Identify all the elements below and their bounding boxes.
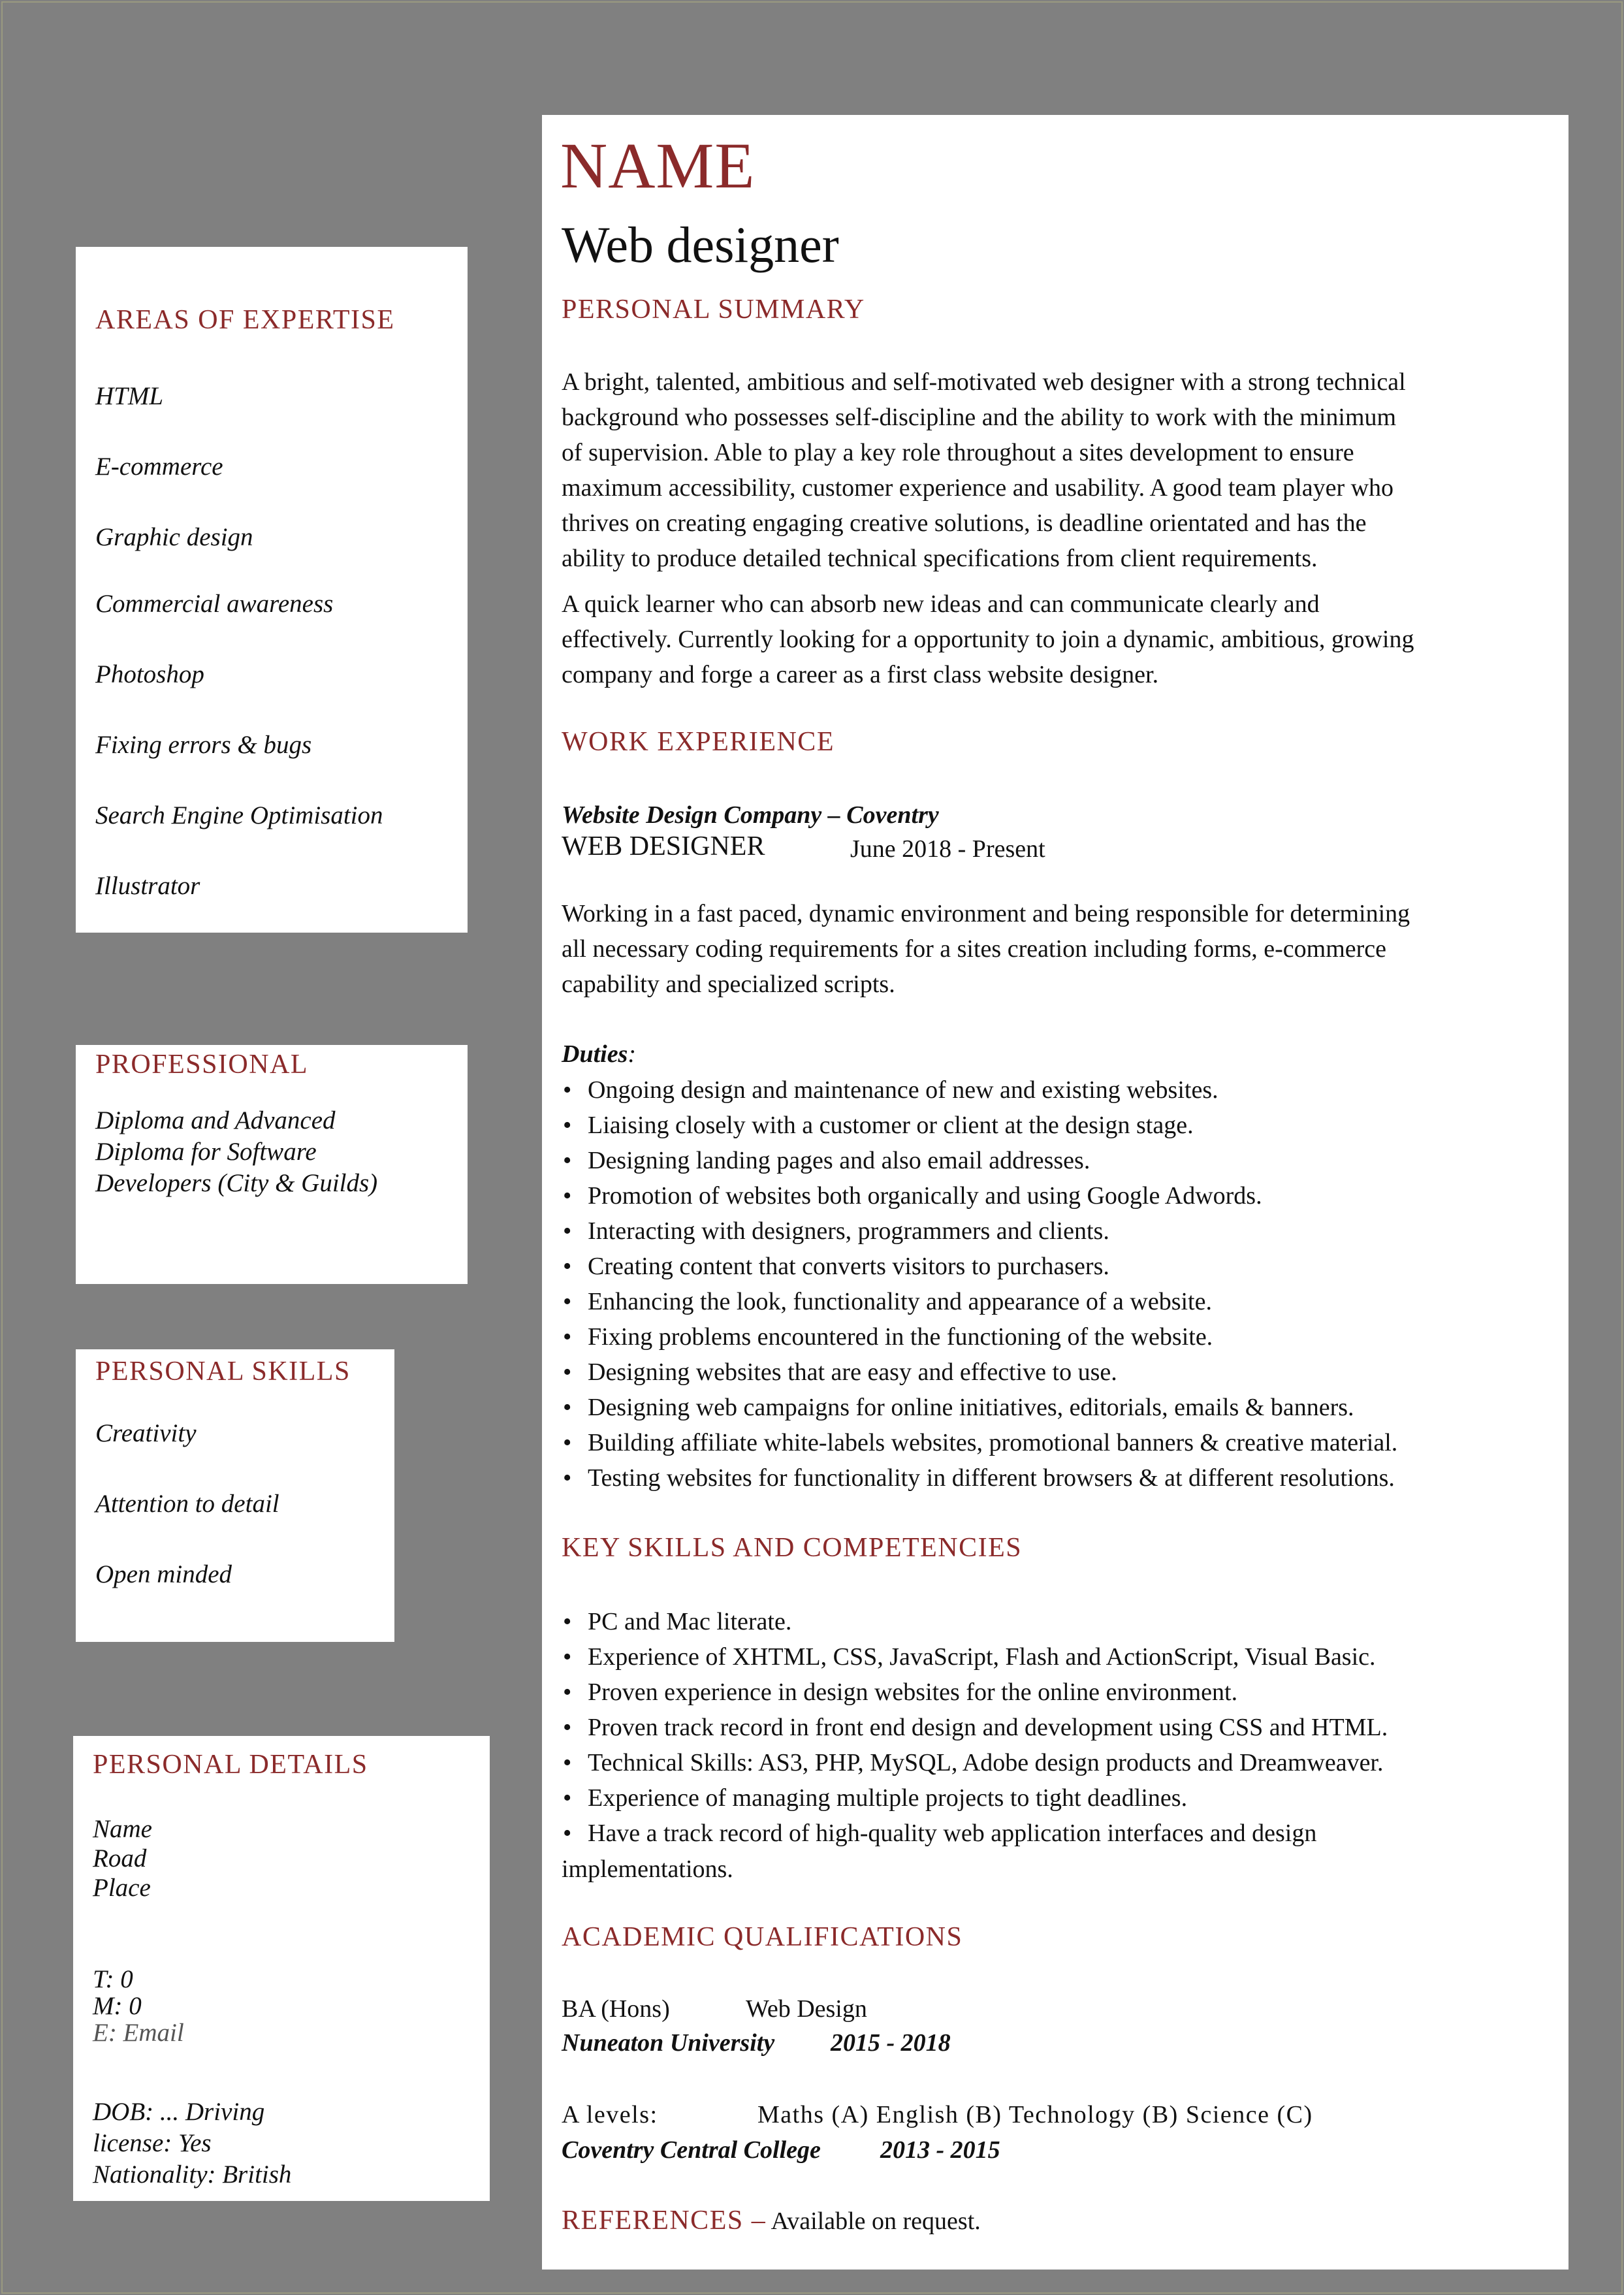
summary-line: thrives on creating engaging creative solutions, is deadline orientated and has the <box>562 509 1367 537</box>
expertise-item: Illustrator <box>95 872 200 900</box>
summary-paragraph-2 <box>562 586 1554 692</box>
expertise-item: Search Engine Optimisation <box>95 801 383 829</box>
candidate-name: NAME <box>560 129 756 202</box>
duties-label-text: Duties <box>562 1040 628 1068</box>
summary-line: A bright, talented, ambitious and self-motivated web designer with a strong technical <box>562 368 1406 396</box>
personal-skill-item: Attention to detail <box>95 1490 279 1518</box>
summary-paragraph-1 <box>562 364 1554 576</box>
mobile-text: M: 0 <box>93 1992 142 2020</box>
personal-details-card <box>73 1736 490 2201</box>
personal-skill-item: Creativity <box>95 1419 197 1447</box>
address-block <box>93 1814 152 1902</box>
summary-line: ability to produce detailed technical specifications from client requirements. <box>562 545 1318 572</box>
work-description <box>562 896 1554 1002</box>
duty-item: • Building affiliate white-labels websites, promotional banners & creative material. <box>562 1425 1561 1460</box>
personal-details-heading: PERSONAL DETAILS <box>93 1750 368 1780</box>
alevels-subjects: Maths (A) English (B) Technology (B) Science (C) <box>757 2101 1313 2128</box>
phone-text: T: 0 <box>93 1965 133 1993</box>
email-text: E: Email <box>93 2019 184 2047</box>
college-dates: 2013 - 2015 <box>880 2136 1000 2164</box>
work-description-line: capability and specialized scripts. <box>562 971 895 998</box>
duty-item: • Testing websites for functionality in different browsers & at different resolutions. <box>562 1460 1561 1496</box>
nationality-text: Nationality: British <box>93 2160 292 2189</box>
key-skill-item: • PC and Mac literate. <box>562 1604 1561 1639</box>
key-skills-continuation: implementations. <box>562 1855 733 1883</box>
summary-heading: PERSONAL SUMMARY <box>562 295 865 325</box>
expertise-item: Fixing errors & bugs <box>95 731 312 759</box>
summary-line: of supervision. Able to play a key role throughout a sites development to ensure <box>562 439 1354 466</box>
professional-line: Diploma for Software <box>95 1138 317 1166</box>
references-text: Available on request. <box>771 2207 981 2235</box>
duty-item: • Promotion of websites both organically and using Google Adwords. <box>562 1178 1561 1213</box>
duty-item: • Enhancing the look, functionality and appearance of a website. <box>562 1284 1561 1319</box>
address-line: Place <box>93 1874 151 1902</box>
address-line: Name <box>93 1815 152 1843</box>
main-panel <box>542 115 1568 2270</box>
personal-info-block <box>93 2096 291 2191</box>
university-dates: 2015 - 2018 <box>831 2029 951 2057</box>
personal-skill-item: Open minded <box>95 1560 232 1588</box>
expertise-item: HTML <box>95 382 164 410</box>
key-skill-item: • Experience of XHTML, CSS, JavaScript, Flash and ActionScript, Visual Basic. <box>562 1639 1561 1675</box>
duties-list <box>562 1072 1561 1496</box>
duty-item: • Liaising closely with a customer or client at the design stage. <box>562 1108 1561 1143</box>
expertise-card <box>76 247 468 933</box>
summary-line: effectively. Currently looking for a opportunity to join a dynamic, ambitious, growing <box>562 626 1414 653</box>
duty-item: • Ongoing design and maintenance of new and existing websites. <box>562 1072 1561 1108</box>
degree-text: BA (Hons) <box>562 1995 670 2023</box>
key-skill-item: • Proven track record in front end design and development using CSS and HTML. <box>562 1710 1561 1745</box>
expertise-item: Graphic design <box>95 523 253 551</box>
summary-line: background who possesses self-discipline and the ability to work with the minimum <box>562 404 1397 431</box>
expertise-item: E-commerce <box>95 453 223 481</box>
references-line <box>562 2205 981 2236</box>
duty-item: • Creating content that converts visitors to purchasers. <box>562 1249 1561 1284</box>
key-skills-heading: KEY SKILLS AND COMPETENCIES <box>562 1533 1023 1563</box>
expertise-item: Photoshop <box>95 660 204 688</box>
key-skill-item: • Have a track record of high-quality web application interfaces and design <box>562 1816 1561 1851</box>
duties-label <box>562 1040 636 1068</box>
personal-skills-heading: PERSONAL SKILLS <box>95 1356 351 1387</box>
alevels-label: A levels: <box>562 2101 658 2128</box>
work-title: WEB DESIGNER <box>562 831 765 861</box>
duty-item: • Fixing problems encountered in the functioning of the website. <box>562 1319 1561 1355</box>
work-company: Website Design Company – Coventry <box>562 801 939 829</box>
duty-item: • Designing web campaigns for online initiatives, editorials, emails & banners. <box>562 1390 1561 1425</box>
duty-item: • Designing landing pages and also email addresses. <box>562 1143 1561 1178</box>
academic-heading: ACADEMIC QUALIFICATIONS <box>562 1922 963 1952</box>
professional-line: Developers (City & Guilds) <box>95 1169 378 1197</box>
personal-skills-card <box>76 1349 394 1642</box>
expertise-heading: AREAS OF EXPERTISE <box>95 305 395 335</box>
professional-line: Diploma and Advanced <box>95 1106 336 1134</box>
key-skill-item: • Proven experience in design websites for the online environment. <box>562 1675 1561 1710</box>
summary-line: maximum accessibility, customer experience and usability. A good team player who <box>562 474 1394 502</box>
duty-item: • Designing websites that are easy and effective to use. <box>562 1355 1561 1390</box>
duties-colon: : <box>628 1040 637 1068</box>
key-skill-item: • Technical Skills: AS3, PHP, MySQL, Adobe design products and Dreamweaver. <box>562 1745 1561 1780</box>
work-description-line: all necessary coding requirements for a sites creation including forms, e-commerce <box>562 935 1387 963</box>
contact-block <box>93 1966 184 2046</box>
professional-heading: PROFESSIONAL <box>95 1050 309 1080</box>
dob-text: DOB: ... Driving <box>93 2098 265 2126</box>
work-description-line: Working in a fast paced, dynamic environment and being responsible for determining <box>562 900 1410 927</box>
candidate-role: Web designer <box>562 216 839 273</box>
references-heading: REFERENCES – <box>562 2206 767 2236</box>
duty-item: • Interacting with designers, programmers and clients. <box>562 1213 1561 1249</box>
summary-line: company and forge a career as a first class website designer. <box>562 661 1159 688</box>
license-text: license: Yes <box>93 2129 212 2157</box>
key-skill-item: • Experience of managing multiple projects to tight deadlines. <box>562 1780 1561 1816</box>
expertise-item: Commercial awareness <box>95 590 334 618</box>
summary-line: A quick learner who can absorb new ideas and can communicate clearly and <box>562 590 1320 618</box>
professional-text <box>95 1105 377 1199</box>
work-dates: June 2018 - Present <box>850 835 1045 863</box>
university-name: Nuneaton University <box>562 2029 775 2057</box>
degree-subject: Web Design <box>746 1995 867 2023</box>
key-skills-list <box>562 1604 1561 1851</box>
college-name: Coventry Central College <box>562 2136 821 2164</box>
work-heading: WORK EXPERIENCE <box>562 727 835 757</box>
professional-card <box>76 1045 468 1284</box>
address-line: Road <box>93 1844 147 1872</box>
